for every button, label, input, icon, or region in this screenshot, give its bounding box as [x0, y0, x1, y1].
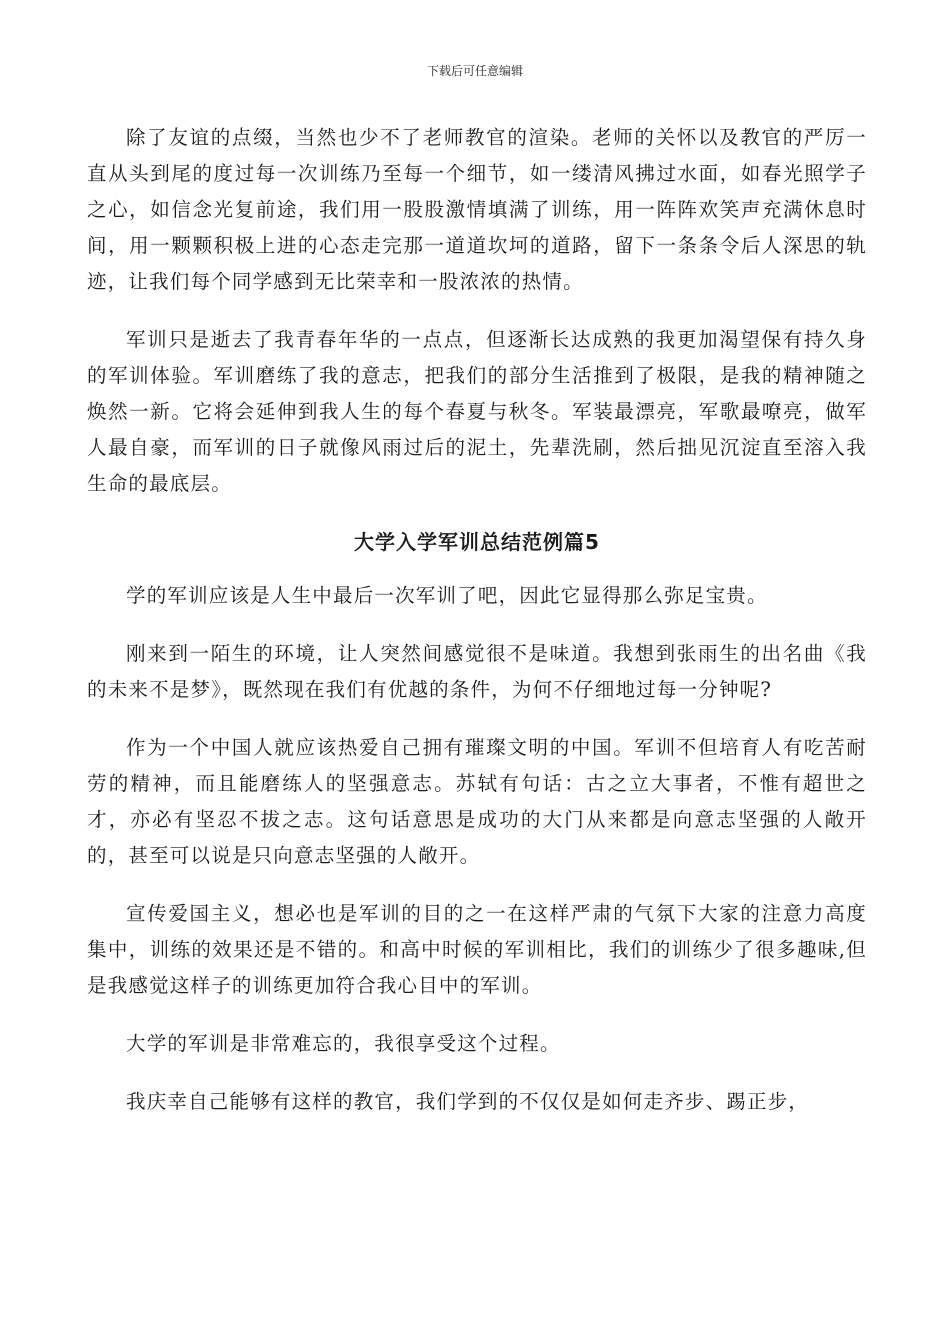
page-header: 下载后可任意编辑 [426, 64, 523, 78]
paragraph: 作为一个中国人就应该热爱自己拥有璀璨文明的中国。军训不但培育人有吃苦耐劳的精神，而且能磨练人的坚强意志。苏轼有句话：古之立大事者，不惟有超世之才，亦必有坚忍不拔之志。这句话意思是成功的大门从来都是向意志坚强的人敞开的，甚至可以说是只向意志坚强的人敞开。 [87, 736, 867, 867]
paragraph: 宣传爱国主义，想必也是军训的目的之一在这样严肃的气氛下大家的注意力高度集中，训练的效果还是不错的。和高中时候的军训相比，我们的训练少了很多趣味,但是我感觉这样子的训练更加符合我心目中的军训。 [87, 902, 867, 997]
paragraph: 大学的军训是非常难忘的，我很享受这个过程。 [126, 1032, 561, 1055]
paragraph: 刚来到一陌生的环境，让人突然间感觉很不是味道。我想到张雨生的出名曲《我的未来不是梦》，既然现在我们有优越的条件，为何不仔细地过每一分钟呢? [87, 642, 867, 701]
document-body [87, 120, 867, 1142]
paragraph: 我庆幸自己能够有这样的教官，我们学到的不仅仅是如何走齐步、踢正步， [126, 1090, 810, 1113]
paragraph: 军训只是逝去了我青春年华的一点点，但逐渐长达成熟的我更加渴望保有持久身的军训体验。军训磨练了我的意志，把我们的部分生活推到了极限，是我的精神随之焕然一新。它将会延伸到我人生的每个春夏与秋冬。军装最漂亮，军歌最嘹亮，做军人最自豪，而军训的日子就像风雨过后的泥土，先辈洗刷，然后拙见沉淀直至溶入我生命的最底层。 [87, 328, 867, 495]
section-title: 大学入学军训总结范例篇5 [354, 530, 600, 554]
paragraph: 除了友谊的点缀，当然也少不了老师教官的渲染。老师的关怀以及教官的严厉一直从头到尾的度过每一次训练乃至每一个细节，如一缕清风拂过水面，如春光照学子之心，如信念光复前途，我们用一股股激情填满了训练，用一阵阵欢笑声充满休息时间，用一颗颗积极上进的心态走完那一道道坎坷的道路，留下一条条令后人深思的轨迹，让我们每个同学感到无比荣幸和一股浓浓的热情。 [87, 126, 867, 293]
paragraph: 学的军训应该是人生中最后一次军训了吧，因此它显得那么弥足宝贵。 [126, 584, 768, 607]
